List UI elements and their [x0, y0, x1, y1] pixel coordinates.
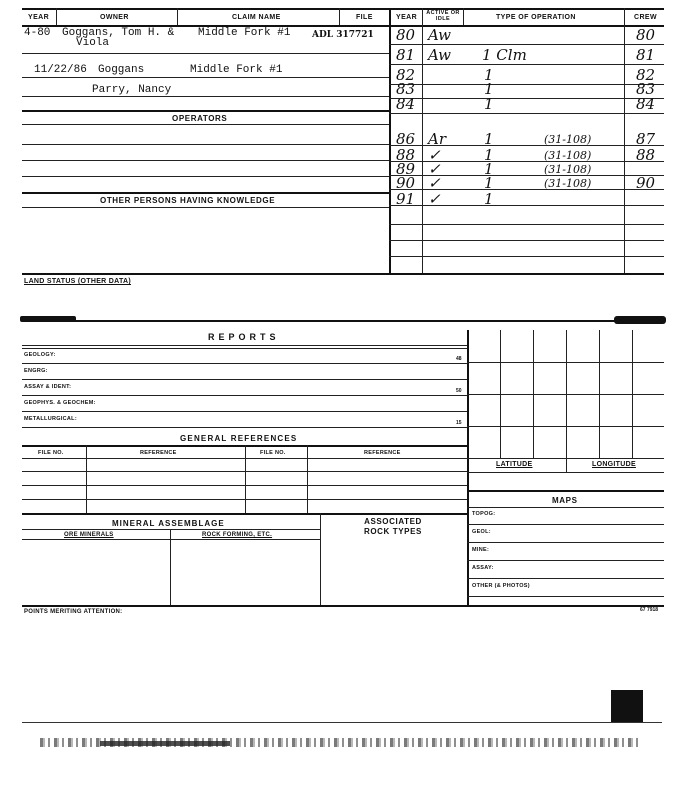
op-year: 81	[396, 46, 416, 64]
op-active: ✓	[428, 174, 441, 192]
op-crew: 87	[636, 130, 656, 148]
land-status-label: LAND STATUS (OTHER DATA)	[24, 278, 132, 285]
map-row-line	[467, 542, 664, 543]
ore-minerals-label: ORE MINERALS	[64, 532, 114, 538]
header-type-of-operation: TYPE OF OPERATION	[496, 14, 576, 21]
owner-row-1-owner: Goggans, Tom H. &	[62, 27, 175, 39]
report-row-line	[22, 379, 467, 380]
op-type: 1	[484, 174, 494, 192]
map-row-line	[467, 596, 664, 597]
longitude-label: LONGITUDE	[592, 461, 636, 468]
header-crew: CREW	[634, 14, 657, 21]
op-crew: 81	[636, 46, 656, 64]
rock-forming-label: ROCK FORMING, ETC.	[202, 532, 273, 538]
header-year2: YEAR	[396, 14, 418, 21]
op-year: 82	[396, 66, 416, 84]
op-type: 1	[484, 66, 494, 84]
op-year: 89	[396, 160, 416, 178]
owner-row-1-date: 4-80	[24, 27, 51, 39]
op-row-line	[389, 44, 664, 45]
owner-row-2-owner-cont: Parry, Nancy	[92, 84, 172, 96]
op-ref: (31-108)	[544, 163, 592, 176]
report-row-line	[22, 411, 467, 412]
header-claim-name: CLAIM NAME	[232, 14, 281, 21]
op-ref: (31-108)	[544, 177, 592, 190]
report-number: 48	[456, 356, 462, 362]
report-label: GEOPHYS. & GEOCHEM:	[24, 400, 96, 406]
map-label: GEOL:	[472, 529, 491, 535]
op-year: 90	[396, 174, 416, 192]
op-crew: 88	[636, 146, 656, 164]
owner-row-2-date: 11/22/86	[34, 64, 87, 76]
op-crew: 80	[636, 26, 656, 44]
report-row-line	[22, 395, 467, 396]
header-active-idle: ACTIVE OR IDLE	[426, 10, 460, 22]
header-owner: OWNER	[100, 14, 129, 21]
op-row-line	[389, 84, 664, 85]
op-type: 1	[484, 130, 494, 148]
op-type: 1	[484, 95, 494, 113]
report-number: 15	[456, 420, 462, 426]
map-row-line	[467, 524, 664, 525]
other-persons-title: OTHER PERSONS HAVING KNOWLEDGE	[100, 196, 276, 205]
map-label: ASSAY:	[472, 565, 494, 571]
op-type: 1	[484, 190, 494, 208]
reports-title: REPORTS	[208, 332, 280, 342]
op-row-line	[389, 64, 664, 65]
associated-rock-types-label: ASSOCIATED ROCK TYPES	[363, 517, 422, 536]
op-year: 80	[396, 26, 416, 44]
report-number: 50	[456, 388, 462, 394]
maps-title: MAPS	[552, 496, 578, 505]
op-crew: 84	[636, 95, 656, 113]
col-file-no: FILE NO.	[38, 450, 64, 456]
op-row-line	[389, 98, 664, 99]
op-crew: 82	[636, 66, 656, 84]
map-label: OTHER (& PHOTOS)	[472, 583, 530, 589]
op-active: ✓	[428, 190, 441, 208]
col-reference-2: REFERENCE	[364, 450, 401, 456]
op-row-line	[389, 113, 664, 114]
report-row-line	[22, 427, 467, 428]
op-active: Aw	[428, 46, 451, 64]
op-ref: (31-108)	[544, 149, 592, 162]
report-label: ENGRG:	[24, 368, 48, 374]
header-file: FILE	[356, 14, 373, 21]
op-year: 84	[396, 95, 416, 113]
owner-row-1-file: ADL 317721	[312, 30, 374, 40]
op-year: 91	[396, 190, 416, 208]
report-label: ASSAY & IDENT:	[24, 384, 72, 390]
col-reference: REFERENCE	[140, 450, 177, 456]
op-ref: (31-108)	[544, 133, 592, 146]
op-active: ✓	[428, 146, 441, 164]
map-label: MINE:	[472, 547, 490, 553]
latitude-label: LATITUDE	[496, 461, 533, 468]
owner-row-1-claim: Middle Fork #1	[198, 27, 291, 39]
report-label: METALLURGICAL:	[24, 416, 77, 422]
report-row-line	[22, 363, 467, 364]
op-active: ✓	[428, 160, 441, 178]
map-row-line	[467, 578, 664, 579]
col-file-no-2: FILE NO.	[260, 450, 286, 456]
op-type: 1	[484, 146, 494, 164]
map-row-line	[467, 560, 664, 561]
owner-row-2-owner: Goggans	[98, 64, 145, 76]
op-active: Aw	[428, 26, 451, 44]
op-year: 86	[396, 130, 416, 148]
owner-row-1-owner-cont: Viola	[76, 37, 110, 49]
header-year: YEAR	[28, 14, 50, 21]
op-crew: 83	[636, 80, 656, 98]
form-number: 67 7918	[640, 607, 659, 613]
mineral-title: MINERAL ASSEMBLAGE	[112, 519, 225, 528]
op-type: 1	[484, 160, 494, 178]
op-type: 1 Clm	[482, 46, 527, 64]
report-label: GEOLOGY:	[24, 352, 56, 358]
op-type: 1	[484, 80, 494, 98]
op-year: 88	[396, 146, 416, 164]
op-active: Ar	[428, 130, 447, 148]
operators-title: OPERATORS	[172, 114, 228, 123]
points-meriting-label: POINTS MERITING ATTENTION:	[24, 609, 123, 615]
map-label: TOPOG:	[472, 511, 496, 517]
op-crew: 90	[636, 174, 656, 192]
op-year: 83	[396, 80, 416, 98]
owner-row-2-claim: Middle Fork #1	[190, 64, 283, 76]
op-row-line	[389, 205, 664, 206]
general-refs-title: GENERAL REFERENCES	[180, 434, 298, 443]
